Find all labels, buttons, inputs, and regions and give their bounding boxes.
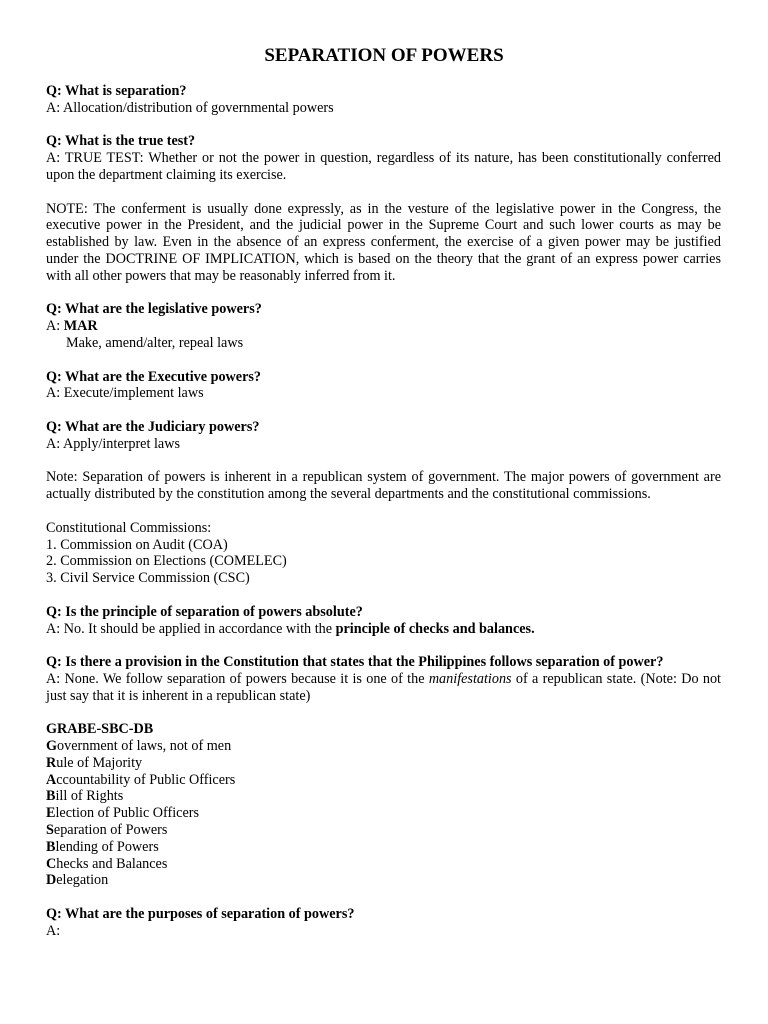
initial-letter: A — [46, 771, 57, 788]
question-constitution-provision: Q: Is there a provision in the Constitution that states that the Philippines follows separation of power? — [46, 654, 664, 671]
commissions-heading: Constitutional Commissions: — [46, 519, 212, 536]
note-conferment: NOTE: The conferment is usually done expressly, as in the vesture of the legislative power in the Congress, the executive power in the President, and the judicial power in the Supreme Court and such lower courts as may be established by law. Even in the absence of an express conferment, the exercise of a given power may be justified under the DOCTRINE OF IMPLICATION, which is based on the theory that the grant of an express power carries with all other powers that may be reasonably inferred from it. — [46, 200, 721, 284]
answer-true-test: A: TRUE TEST: Whether or not the power in question, regardless of its nature, has been constitutionally conferred upon the department claiming its exercise. — [46, 150, 721, 183]
answer-absolute — [46, 621, 721, 638]
list-item: 2. Commission on Elections (COMELEC) — [46, 553, 287, 570]
item-text: lending of Powers — [55, 838, 159, 855]
answer-purposes: A: — [46, 922, 61, 939]
answer-constitution-provision — [46, 671, 721, 705]
grabe-heading: GRABE-SBC-DB — [46, 721, 154, 738]
answer-judiciary-powers: A: Apply/interpret laws — [46, 435, 180, 452]
question-judiciary-powers: Q: What are the Judiciary powers? — [46, 418, 260, 435]
initial-letter: R — [46, 754, 57, 771]
initial-letter: D — [46, 872, 57, 889]
item-text: ccountability of Public Officers — [56, 771, 236, 788]
list-item — [46, 822, 721, 839]
question-absolute: Q: Is the principle of separation of powers absolute? — [46, 603, 363, 620]
item-text: ill of Rights — [55, 788, 124, 805]
question-purposes: Q: What are the purposes of separation of powers? — [46, 906, 355, 923]
mnemonic-mar: MAR — [63, 318, 98, 335]
item-text: ule of Majority — [56, 754, 143, 771]
answer-executive-powers: A: Execute/implement laws — [46, 385, 204, 402]
manifestations-term: manifestations — [428, 670, 512, 687]
initial-letter: G — [46, 738, 58, 755]
list-item: 3. Civil Service Commission (CSC) — [46, 570, 250, 587]
checks-balances-term: principle of checks and balances. — [335, 620, 535, 637]
list-item — [46, 755, 721, 772]
answer-legislative-detail: Make, amend/alter, repeal laws — [66, 334, 244, 351]
item-text: overnment of laws, not of men — [57, 738, 232, 755]
item-text: elegation — [56, 872, 109, 889]
answer-prefix: A: — [46, 318, 64, 335]
answer-what-is-separation: A: Allocation/distribution of governmental powers — [46, 99, 334, 116]
item-text: eparation of Powers — [53, 822, 168, 839]
initial-letter: B — [46, 788, 56, 805]
initial-letter: E — [46, 805, 56, 822]
question-executive-powers: Q: What are the Executive powers? — [46, 368, 262, 385]
initial-letter: B — [46, 838, 56, 855]
note-separation-inherent: Note: Separation of powers is inherent in a republican system of government. The major powers of government are actually distributed by the constitution among the several departments and the constitutional commissions. — [46, 469, 721, 503]
answer-legislative-powers — [46, 318, 721, 335]
list-item — [46, 856, 721, 873]
document-body — [46, 83, 721, 940]
question-what-is-separation: Q: What is separation? — [46, 83, 187, 99]
answer-text: A: No. It should be applied in accordance with the — [46, 620, 336, 637]
item-text: hecks and Balances — [56, 855, 168, 872]
list-item — [46, 788, 721, 805]
list-item — [46, 839, 721, 856]
initial-letter: C — [46, 855, 57, 872]
list-item — [46, 805, 721, 822]
list-item — [46, 772, 721, 789]
question-true-test: Q: What is the true test? — [46, 133, 196, 150]
list-item — [46, 738, 721, 755]
answer-text: A: None. We follow separation of powers because it is one of the — [46, 670, 429, 687]
answer-text: of a republican state. (Note: Do not just say that it is inherent in a republican state) — [46, 670, 721, 704]
item-text: lection of Public Officers — [55, 805, 200, 822]
initial-letter: S — [46, 822, 54, 839]
list-item: 1. Commission on Audit (COA) — [46, 536, 228, 553]
question-legislative-powers: Q: What are the legislative powers? — [46, 301, 262, 318]
list-item — [46, 872, 721, 889]
page-title: SEPARATION OF POWERS — [264, 45, 504, 66]
